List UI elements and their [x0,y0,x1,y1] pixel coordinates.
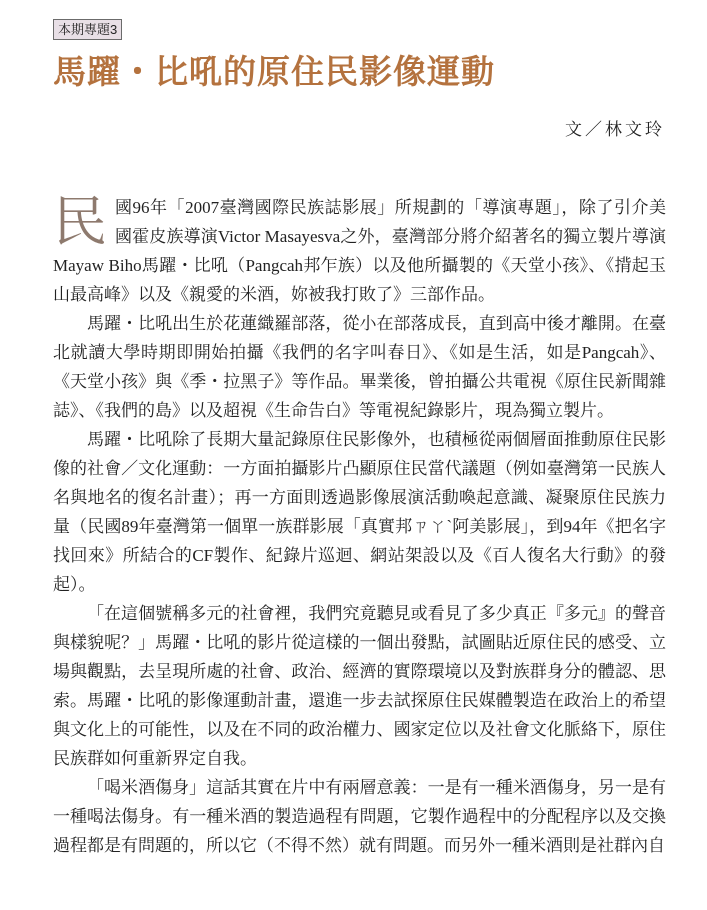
paragraph-text: 國96年「2007臺灣國際民族誌影展」所規劃的「導演專題」，除了引介美國霍皮族導演Victor Masayesva之外，臺灣部分將介紹著名的獨立製片導演Mayaw Biho馬躍・比吼（Pangcah邦乍族）以及他所攝製的《天堂小孩》、《揹起玉山最高峰》以及《親愛的米酒，妳被我打敗了》三部作品。 [53,198,666,304]
paragraph-3: 馬躍・比吼除了長期大量記錄原住民影像外，也積極從兩個層面推動原住民影像的社會／文化運動：一方面拍攝影片凸顯原住民當代議題（例如臺灣第一民族人名與地名的復名計畫）；再一方面則透過影像展演活動喚起意識、凝聚原住民族力量（民國89年臺灣第一個單一族群影展「真實邦ㄗㄚˋ阿美影展」，到94年《把名字找回來》所結合的CF製作、紀錄片巡迴、網站架設以及《百人復名大行動》的發起）。 [53,430,666,594]
author-byline: 文／林文玲 [565,120,665,140]
paragraph-4: 「在這個號稱多元的社會裡，我們究竟聽見或看見了多少真正『多元』的聲音與樣貌呢？」馬躍・比吼的影片從這樣的一個出發點，試圖貼近原住民的感受、立場與觀點，去呈現所處的社會、政治、經濟的實際環境以及對族群身分的體認、思索。馬躍・比吼的影像運動計畫，還進一步去試探原住民媒體製造在政治上的希望與文化上的可能性，以及在不同的政治權力、國家定位以及社會文化脈絡下，原住民族群如何重新界定自我。 [53,604,666,768]
drop-cap: 民 [53,190,107,253]
article-body [53,190,666,860]
article-title: 馬躍・比吼的原住民影像運動 [53,52,495,91]
section-badge: 本期專題3 [53,19,122,40]
paragraph-1 [53,190,666,309]
paragraph-2: 馬躍・比吼出生於花蓮織羅部落，從小在部落成長，直到高中後才離開。在臺北就讀大學時期即開始拍攝《我們的名字叫春日》、《如是生活，如是Pangcah》、《天堂小孩》與《季・拉黑子》等作品。畢業後，曾拍攝公共電視《原住民新聞雜誌》、《我們的島》以及超視《生命告白》等電視紀錄影片，現為獨立製片。 [53,314,666,420]
paragraph-5: 「喝米酒傷身」這話其實在片中有兩層意義：一是有一種米酒傷身，另一是有一種喝法傷身。有一種米酒的製造過程有問題，它製作過程中的分配程序以及交換過程都是有問題的，所以它（不得不然）就有問題。而另外一種米酒則是社群內自 [53,778,666,855]
